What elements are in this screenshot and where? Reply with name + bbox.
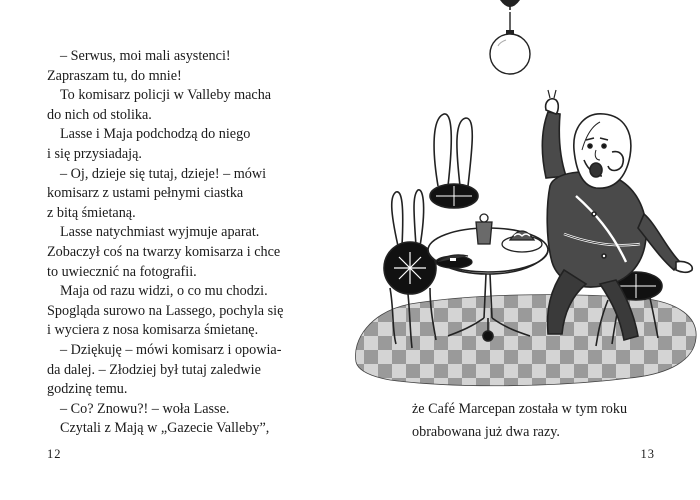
- text-line: godzinę temu.: [47, 381, 128, 398]
- text-line: obrabowana już dwa razy.: [412, 424, 560, 440]
- back-chair-icon: [430, 114, 478, 208]
- page-number-left: 12: [47, 447, 62, 461]
- text-line: z bitą śmietaną.: [47, 204, 136, 221]
- text-line: da dalej. – Złodziej był tutaj zaledwie: [47, 361, 261, 378]
- police-commissioner-figure: [542, 90, 692, 340]
- right-page-text: [412, 398, 682, 444]
- text-line: Zapraszam tu, do mnie!: [47, 67, 182, 84]
- text-line: – Serwus, moi mali asystenci!: [60, 48, 231, 64]
- text-line: – Oj, dzieje się tutaj, dzieje! – mówi: [60, 165, 267, 182]
- left-page-text: [47, 47, 337, 439]
- glass-icon: [476, 214, 492, 244]
- right-page: [350, 0, 700, 500]
- hanging-lamp-icon: [490, 0, 530, 74]
- text-line: i wyciera z nosa komisarza śmietanę.: [47, 322, 259, 339]
- text-line: Czytali z Mają w „Gazecie Valleby”,: [60, 420, 270, 437]
- text-line: Lasse natychmiast wyjmuje aparat.: [60, 224, 260, 241]
- text-line: – Dziękuję – mówi komisarz i opowia-: [60, 341, 282, 358]
- text-line: Maja od razu widzi, o co mu chodzi.: [60, 283, 268, 300]
- text-line: do nich od stolika.: [47, 106, 152, 123]
- text-line: – Co? Znowu?! – woła Lasse.: [60, 400, 230, 417]
- text-line: komisarz z ustami pełnymi ciastka: [47, 185, 244, 202]
- text-line: Zobaczył coś na twarzy komisarza i chce: [47, 243, 281, 260]
- text-line: to uwiecznić na fotografii.: [47, 263, 197, 280]
- text-line: To komisarz policji w Valleby macha: [60, 87, 272, 104]
- cafe-police-commissioner-illustration: [350, 0, 700, 395]
- text-line: Spogląda surowo na Lassego, pochyla się: [47, 302, 284, 319]
- checkered-floor: [355, 295, 696, 386]
- text-line: i się przysiadają.: [47, 145, 142, 162]
- text-line: że Café Marcepan została w tym roku: [412, 401, 628, 417]
- text-line: Lasse i Maja podchodzą do niego: [60, 126, 251, 143]
- page-number-right: 13: [640, 447, 655, 461]
